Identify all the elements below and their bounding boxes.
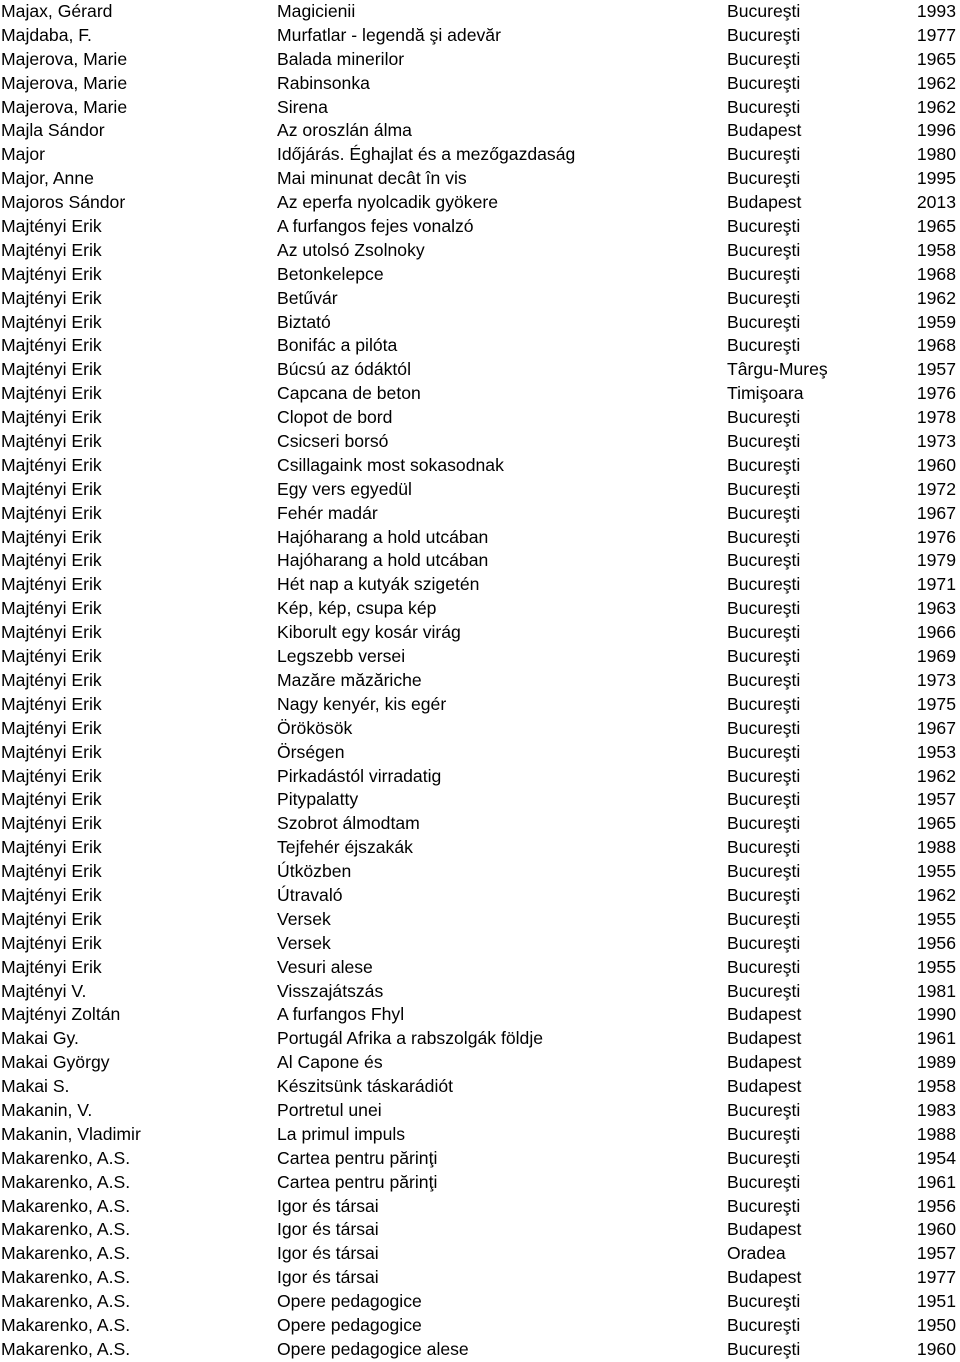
author-cell: Makarenko, A.S. xyxy=(1,1267,131,1288)
year-cell: 1961 xyxy=(916,1171,956,1192)
author-cell: Majtényi Erik xyxy=(1,598,102,619)
place-cell: Bucureşti xyxy=(727,813,801,834)
place-cell: Budapest xyxy=(727,1004,802,1025)
year-cell: 1956 xyxy=(916,932,956,953)
place-cell: Bucureşti xyxy=(727,1338,801,1359)
place-cell: Bucureşti xyxy=(727,335,801,356)
title-cell: Bonifác a pilóta xyxy=(277,335,398,356)
table-row xyxy=(0,645,960,669)
title-cell: Betonkelepce xyxy=(277,263,384,284)
year-cell: 1958 xyxy=(916,239,956,260)
title-cell: Hajóharang a hold utcában xyxy=(277,526,489,547)
author-cell: Makanin, Vladimir xyxy=(1,1123,141,1144)
place-cell: Bucureşti xyxy=(727,1123,801,1144)
table-row xyxy=(0,669,960,693)
place-cell: Bucureşti xyxy=(727,1171,801,1192)
place-cell: Bucureşti xyxy=(727,980,801,1001)
year-cell: 1978 xyxy=(916,407,956,428)
place-cell: Bucureşti xyxy=(727,239,801,260)
title-cell: Igor és társai xyxy=(277,1243,379,1264)
table-row xyxy=(0,24,960,48)
author-cell: Majtényi V. xyxy=(1,980,87,1001)
table-row xyxy=(0,382,960,406)
table-row xyxy=(0,836,960,860)
year-cell: 1968 xyxy=(916,263,956,284)
table-row xyxy=(0,478,960,502)
place-cell: Târgu-Mureş xyxy=(727,359,828,380)
author-cell: Majtényi Erik xyxy=(1,646,102,667)
title-cell: Cartea pentru părinţi xyxy=(277,1147,438,1168)
year-cell: 1951 xyxy=(916,1291,956,1312)
table-row xyxy=(0,693,960,717)
place-cell: Bucureşti xyxy=(727,96,801,117)
place-cell: Bucureşti xyxy=(727,908,801,929)
year-cell: 1967 xyxy=(916,717,956,738)
author-cell: Majtényi Erik xyxy=(1,383,102,404)
place-cell: Budapest xyxy=(727,1076,802,1097)
place-cell: Bucureşti xyxy=(727,311,801,332)
table-row xyxy=(0,1051,960,1075)
year-cell: 1977 xyxy=(916,24,956,45)
table-row xyxy=(0,1099,960,1123)
author-cell: Majtényi Erik xyxy=(1,239,102,260)
place-cell: Timişoara xyxy=(727,383,804,404)
author-cell: Majerova, Marie xyxy=(1,96,128,117)
place-cell: Bucureşti xyxy=(727,72,801,93)
year-cell: 1983 xyxy=(916,1099,956,1120)
title-cell: Útravaló xyxy=(277,884,343,905)
table-row xyxy=(0,884,960,908)
author-cell: Majtényi Erik xyxy=(1,478,102,499)
title-cell: Al Capone és xyxy=(277,1052,383,1073)
place-cell: Bucureşti xyxy=(727,884,801,905)
table-row xyxy=(0,812,960,836)
table-row xyxy=(0,48,960,72)
table-row xyxy=(0,191,960,215)
year-cell: 1961 xyxy=(916,1028,956,1049)
place-cell: Bucureşti xyxy=(727,717,801,738)
title-cell: Magicienii xyxy=(277,1,356,21)
title-cell: Opere pedagogice alese xyxy=(277,1338,469,1359)
title-cell: Igor és társai xyxy=(277,1267,379,1288)
author-cell: Makarenko, A.S. xyxy=(1,1291,131,1312)
table-row xyxy=(0,239,960,263)
author-cell: Makanin, V. xyxy=(1,1099,93,1120)
author-cell: Majtényi Zoltán xyxy=(1,1004,121,1025)
place-cell: Bucureşti xyxy=(727,478,801,499)
author-cell: Majerova, Marie xyxy=(1,48,128,69)
title-cell: Cartea pentru părinţi xyxy=(277,1171,438,1192)
year-cell: 1965 xyxy=(916,216,956,237)
year-cell: 1988 xyxy=(916,837,956,858)
author-cell: Majtényi Erik xyxy=(1,407,102,428)
title-cell: Útközben xyxy=(277,861,352,882)
place-cell: Bucureşti xyxy=(727,144,801,165)
table-row xyxy=(0,549,960,573)
title-cell: Capcana de beton xyxy=(277,383,421,404)
year-cell: 1953 xyxy=(916,741,956,762)
title-cell: Rabinsonka xyxy=(277,72,370,93)
author-cell: Makarenko, A.S. xyxy=(1,1147,131,1168)
year-cell: 1958 xyxy=(916,1076,956,1097)
place-cell: Bucureşti xyxy=(727,287,801,308)
year-cell: 1972 xyxy=(916,478,956,499)
title-cell: Időjárás. Éghajlat és a mezőgazdaság xyxy=(277,144,576,165)
title-cell: Örségen xyxy=(277,741,345,762)
year-cell: 1959 xyxy=(916,311,956,332)
year-cell: 1962 xyxy=(916,287,956,308)
year-cell: 1962 xyxy=(916,765,956,786)
table-row xyxy=(0,1075,960,1099)
title-cell: Az eperfa nyolcadik gyökere xyxy=(277,192,499,213)
year-cell: 1977 xyxy=(916,1267,956,1288)
author-cell: Majtényi Erik xyxy=(1,741,102,762)
year-cell: 1990 xyxy=(916,1004,956,1025)
table-row xyxy=(0,1338,960,1362)
title-cell: Csicseri borsó xyxy=(277,431,389,452)
title-cell: Opere pedagogice xyxy=(277,1314,422,1335)
title-cell: Betűvár xyxy=(277,287,338,308)
title-cell: Murfatlar - legendă şi adevăr xyxy=(277,24,501,45)
author-cell: Majerova, Marie xyxy=(1,72,128,93)
author-cell: Majtényi Erik xyxy=(1,550,102,571)
table-row xyxy=(0,1195,960,1219)
table-row xyxy=(0,1003,960,1027)
author-cell: Majax, Gérard xyxy=(1,1,113,21)
title-cell: Pirkadástól virradatig xyxy=(277,765,442,786)
table-row xyxy=(0,1171,960,1195)
table-row xyxy=(0,311,960,335)
author-cell: Makarenko, A.S. xyxy=(1,1195,131,1216)
place-cell: Bucureşti xyxy=(727,168,801,189)
year-cell: 2013 xyxy=(916,192,956,213)
place-cell: Budapest xyxy=(727,1028,802,1049)
table-row xyxy=(0,1290,960,1314)
table-row xyxy=(0,167,960,191)
author-cell: Makarenko, A.S. xyxy=(1,1171,131,1192)
table-row xyxy=(0,980,960,1004)
year-cell: 1969 xyxy=(916,646,956,667)
table-row xyxy=(0,526,960,550)
title-cell: Mai minunat decât în vis xyxy=(277,168,467,189)
table-row xyxy=(0,860,960,884)
author-cell: Makarenko, A.S. xyxy=(1,1243,131,1264)
author-cell: Majtényi Erik xyxy=(1,813,102,834)
table-row xyxy=(0,263,960,287)
title-cell: Clopot de bord xyxy=(277,407,393,428)
author-cell: Majtényi Erik xyxy=(1,263,102,284)
title-cell: A furfangos fejes vonalzó xyxy=(277,216,474,237)
year-cell: 1988 xyxy=(916,1123,956,1144)
table-row xyxy=(0,741,960,765)
year-cell: 1980 xyxy=(916,144,956,165)
title-cell: Hét nap a kutyák szigetén xyxy=(277,574,480,595)
year-cell: 1957 xyxy=(916,789,956,810)
title-cell: Portugál Afrika a rabszolgák földje xyxy=(277,1028,544,1049)
title-cell: A furfangos Fhyl xyxy=(277,1004,405,1025)
place-cell: Budapest xyxy=(727,1219,802,1240)
title-cell: Örökösök xyxy=(277,717,353,738)
title-cell: Opere pedagogice xyxy=(277,1291,422,1312)
title-cell: Fehér madár xyxy=(277,502,378,523)
author-cell: Majtényi Erik xyxy=(1,287,102,308)
place-cell: Budapest xyxy=(727,1267,802,1288)
year-cell: 1960 xyxy=(916,1219,956,1240)
year-cell: 1962 xyxy=(916,884,956,905)
place-cell: Bucureşti xyxy=(727,1147,801,1168)
table-row xyxy=(0,334,960,358)
place-cell: Bucureşti xyxy=(727,956,801,977)
place-cell: Bucureşti xyxy=(727,765,801,786)
title-cell: Az oroszlán álma xyxy=(277,120,412,141)
year-cell: 1989 xyxy=(916,1052,956,1073)
place-cell: Bucureşti xyxy=(727,861,801,882)
author-cell: Majtényi Erik xyxy=(1,932,102,953)
title-cell: Versek xyxy=(277,932,331,953)
title-cell: Nagy kenyér, kis egér xyxy=(277,693,447,714)
table-row xyxy=(0,430,960,454)
author-cell: Majtényi Erik xyxy=(1,693,102,714)
author-cell: Makarenko, A.S. xyxy=(1,1338,131,1359)
table-row xyxy=(0,502,960,526)
year-cell: 1955 xyxy=(916,861,956,882)
year-cell: 1976 xyxy=(916,526,956,547)
author-cell: Majtényi Erik xyxy=(1,574,102,595)
place-cell: Bucureşti xyxy=(727,837,801,858)
table-row xyxy=(0,1242,960,1266)
table-row xyxy=(0,406,960,430)
author-cell: Majtényi Erik xyxy=(1,908,102,929)
title-cell: Legszebb versei xyxy=(277,646,406,667)
place-cell: Budapest xyxy=(727,1052,802,1073)
place-cell: Bucureşti xyxy=(727,693,801,714)
table-row xyxy=(0,1218,960,1242)
year-cell: 1973 xyxy=(916,431,956,452)
author-cell: Majtényi Erik xyxy=(1,335,102,356)
year-cell: 1973 xyxy=(916,669,956,690)
title-cell: Igor és társai xyxy=(277,1219,379,1240)
table-row xyxy=(0,932,960,956)
author-cell: Majtényi Erik xyxy=(1,311,102,332)
place-cell: Budapest xyxy=(727,120,802,141)
place-cell: Bucureşti xyxy=(727,1314,801,1335)
year-cell: 1962 xyxy=(916,96,956,117)
table-row xyxy=(0,454,960,478)
table-row xyxy=(0,621,960,645)
title-cell: Szobrot álmodtam xyxy=(277,813,420,834)
title-cell: Hajóharang a hold utcában xyxy=(277,550,489,571)
year-cell: 1966 xyxy=(916,622,956,643)
table-row xyxy=(0,908,960,932)
table-row xyxy=(0,1314,960,1338)
title-cell: Pitypalatty xyxy=(277,789,359,810)
author-cell: Majoros Sándor xyxy=(1,192,126,213)
place-cell: Bucureşti xyxy=(727,574,801,595)
year-cell: 1957 xyxy=(916,359,956,380)
title-cell: Kiborult egy kosár virág xyxy=(277,622,461,643)
title-cell: Sirena xyxy=(277,96,328,117)
author-cell: Major xyxy=(1,144,45,165)
author-cell: Majtényi Erik xyxy=(1,431,102,452)
author-cell: Majtényi Erik xyxy=(1,789,102,810)
place-cell: Bucureşti xyxy=(727,263,801,284)
place-cell: Bucureşti xyxy=(727,932,801,953)
title-cell: Vesuri alese xyxy=(277,956,373,977)
author-cell: Majdaba, F. xyxy=(1,24,92,45)
place-cell: Bucureşti xyxy=(727,502,801,523)
place-cell: Bucureşti xyxy=(727,216,801,237)
table-row xyxy=(0,0,960,24)
year-cell: 1968 xyxy=(916,335,956,356)
author-cell: Majtényi Erik xyxy=(1,526,102,547)
title-cell: Tejfehér éjszakák xyxy=(277,837,413,858)
table-row xyxy=(0,1147,960,1171)
author-cell: Majtényi Erik xyxy=(1,622,102,643)
year-cell: 1965 xyxy=(916,48,956,69)
title-cell: Csillagaink most sokasodnak xyxy=(277,454,504,475)
year-cell: 1971 xyxy=(916,574,956,595)
year-cell: 1979 xyxy=(916,550,956,571)
title-cell: Portretul unei xyxy=(277,1099,382,1120)
place-cell: Oradea xyxy=(727,1243,786,1264)
author-cell: Majtényi Erik xyxy=(1,717,102,738)
title-cell: Visszajátszás xyxy=(277,980,384,1001)
place-cell: Bucureşti xyxy=(727,526,801,547)
year-cell: 1967 xyxy=(916,502,956,523)
year-cell: 1963 xyxy=(916,598,956,619)
place-cell: Bucureşti xyxy=(727,1,801,21)
author-cell: Makai György xyxy=(1,1052,110,1073)
table-row xyxy=(0,215,960,239)
year-cell: 1993 xyxy=(916,1,956,21)
table-row xyxy=(0,1027,960,1051)
author-cell: Majtényi Erik xyxy=(1,454,102,475)
year-cell: 1957 xyxy=(916,1243,956,1264)
place-cell: Bucureşti xyxy=(727,48,801,69)
title-cell: Kép, kép, csupa kép xyxy=(277,598,437,619)
title-cell: Mazăre măzăriche xyxy=(277,669,422,690)
year-cell: 1956 xyxy=(916,1195,956,1216)
author-cell: Major, Anne xyxy=(1,168,94,189)
year-cell: 1976 xyxy=(916,383,956,404)
title-cell: Búcsú az ódáktól xyxy=(277,359,411,380)
table-row xyxy=(0,96,960,120)
place-cell: Bucureşti xyxy=(727,669,801,690)
table-row xyxy=(0,597,960,621)
year-cell: 1955 xyxy=(916,956,956,977)
table-row xyxy=(0,765,960,789)
place-cell: Bucureşti xyxy=(727,598,801,619)
author-cell: Majtényi Erik xyxy=(1,216,102,237)
author-cell: Majtényi Erik xyxy=(1,359,102,380)
author-cell: Majtényi Erik xyxy=(1,669,102,690)
title-cell: Balada minerilor xyxy=(277,48,405,69)
title-cell: Igor és társai xyxy=(277,1195,379,1216)
table-row xyxy=(0,287,960,311)
table-row xyxy=(0,956,960,980)
table-row xyxy=(0,358,960,382)
year-cell: 1955 xyxy=(916,908,956,929)
place-cell: Bucureşti xyxy=(727,1291,801,1312)
place-cell: Bucureşti xyxy=(727,431,801,452)
year-cell: 1960 xyxy=(916,454,956,475)
author-cell: Majtényi Erik xyxy=(1,837,102,858)
author-cell: Majtényi Erik xyxy=(1,765,102,786)
place-cell: Bucureşti xyxy=(727,407,801,428)
title-cell: Versek xyxy=(277,908,331,929)
author-cell: Majtényi Erik xyxy=(1,861,102,882)
year-cell: 1981 xyxy=(916,980,956,1001)
year-cell: 1996 xyxy=(916,120,956,141)
table-row xyxy=(0,72,960,96)
year-cell: 1954 xyxy=(916,1147,956,1168)
author-cell: Majtényi Erik xyxy=(1,884,102,905)
year-cell: 1962 xyxy=(916,72,956,93)
author-cell: Majla Sándor xyxy=(1,120,105,141)
author-cell: Makarenko, A.S. xyxy=(1,1314,131,1335)
title-cell: La primul impuls xyxy=(277,1123,406,1144)
table-row xyxy=(0,119,960,143)
title-cell: Egy vers egyedül xyxy=(277,478,412,499)
place-cell: Bucureşti xyxy=(727,646,801,667)
year-cell: 1995 xyxy=(916,168,956,189)
author-cell: Makai S. xyxy=(1,1076,70,1097)
table-row xyxy=(0,1123,960,1147)
place-cell: Budapest xyxy=(727,192,802,213)
table-row xyxy=(0,573,960,597)
author-cell: Majtényi Erik xyxy=(1,956,102,977)
year-cell: 1960 xyxy=(916,1338,956,1359)
table-row xyxy=(0,1266,960,1290)
place-cell: Bucureşti xyxy=(727,1099,801,1120)
year-cell: 1965 xyxy=(916,813,956,834)
place-cell: Bucureşti xyxy=(727,24,801,45)
table-row xyxy=(0,788,960,812)
place-cell: Bucureşti xyxy=(727,1195,801,1216)
place-cell: Bucureşti xyxy=(727,741,801,762)
place-cell: Bucureşti xyxy=(727,550,801,571)
place-cell: Bucureşti xyxy=(727,789,801,810)
place-cell: Bucureşti xyxy=(727,454,801,475)
title-cell: Készitsünk táskarádiót xyxy=(277,1076,454,1097)
year-cell: 1950 xyxy=(916,1314,956,1335)
author-cell: Majtényi Erik xyxy=(1,502,102,523)
title-cell: Biztató xyxy=(277,311,331,332)
year-cell: 1975 xyxy=(916,693,956,714)
author-cell: Makarenko, A.S. xyxy=(1,1219,131,1240)
title-cell: Az utolsó Zsolnoky xyxy=(277,239,425,260)
place-cell: Bucureşti xyxy=(727,622,801,643)
table-row xyxy=(0,717,960,741)
table-row xyxy=(0,143,960,167)
author-cell: Makai Gy. xyxy=(1,1028,79,1049)
